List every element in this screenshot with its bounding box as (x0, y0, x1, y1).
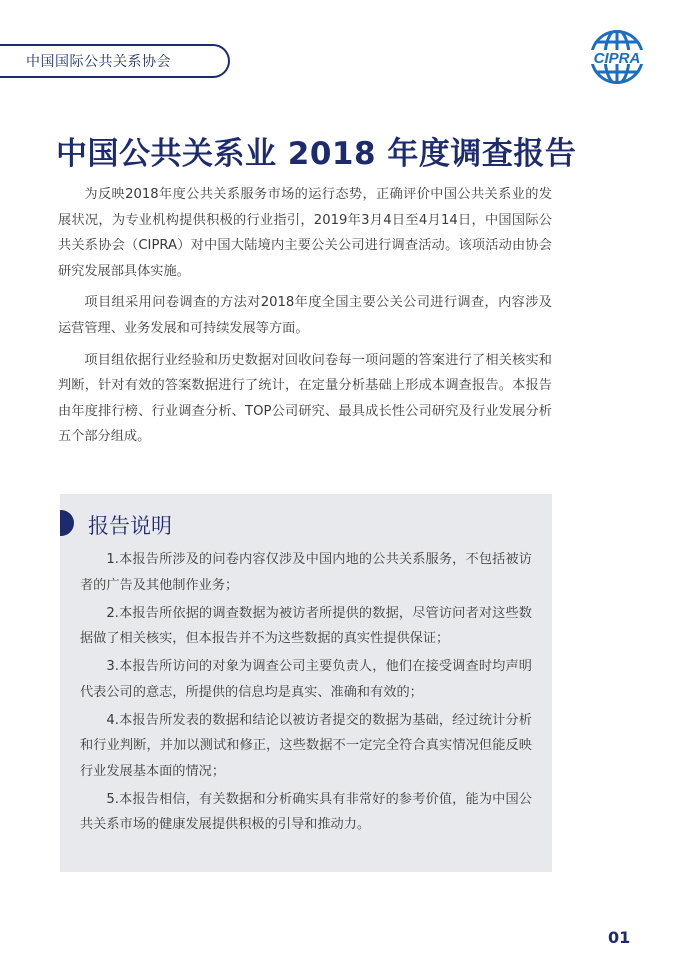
intro-paragraph: 项目组依据行业经验和历史数据对回收问卷每一项问题的答案进行了相关核实和判断，针对有效的答案数据进行了统计，在定量分析基础上形成本调查报告。本报告由年度排行榜、行业调查分析、TOP公司研究、最具成长性公司研究及行业发展分析五个部分组成。 (58, 352, 552, 445)
note-item: 4.本报告所发表的数据和结论以被访者提交的数据为基础，经过统计分析和行业判断，并加以测试和修正，这些数据不一定完全符合真实情况但能反映行业发展基本面的情况； (80, 712, 532, 779)
intro-paragraph: 为反映2018年度公共关系服务市场的运行态势，正确评价中国公共关系业的发展状况，为专业机构提供积极的行业指引，2019年3月4日至4月14日，中国国际公共关系协会（CIPRA）对中国大陆境内主要公关公司进行调查活动。该项活动由协会研究发展部具体实施。 (58, 187, 552, 279)
intro-paragraph: 项目组采用问卷调查的方法对2018年度全国主要公关公司进行调查，内容涉及运营管理、业务发展和可持续发展等方面。 (58, 295, 552, 336)
note-item: 1.本报告所涉及的问卷内容仅涉及中国内地的公共关系服务，不包括被访者的广告及其他制作业务； (80, 552, 532, 593)
notes-list (80, 547, 532, 840)
cipra-logo (583, 30, 651, 88)
notes-heading: 报告说明 (88, 514, 172, 538)
org-name: 中国国际公共关系协会 (26, 54, 171, 70)
page-number: 01 (608, 928, 631, 947)
note-item: 5.本报告相信，有关数据和分析确实具有非常好的参考价值，能为中国公共关系市场的健康发展提供积极的引导和推动力。 (80, 791, 532, 832)
page-title: 中国公共关系业 2018 年度调查报告 (56, 136, 577, 172)
intro-section (58, 182, 552, 456)
note-item: 3.本报告所访问的对象为调查公司主要负责人，他们在接受调查时均声明代表公司的意志，所提供的信息均是真实、准确和有效的； (80, 659, 532, 700)
logo-text: CIPRA (593, 50, 641, 67)
note-item: 2.本报告所依据的调查数据为被访者所提供的数据，尽管访问者对这些数据做了相关核实，但本报告并不为这些数据的真实性提供保证； (80, 605, 532, 646)
